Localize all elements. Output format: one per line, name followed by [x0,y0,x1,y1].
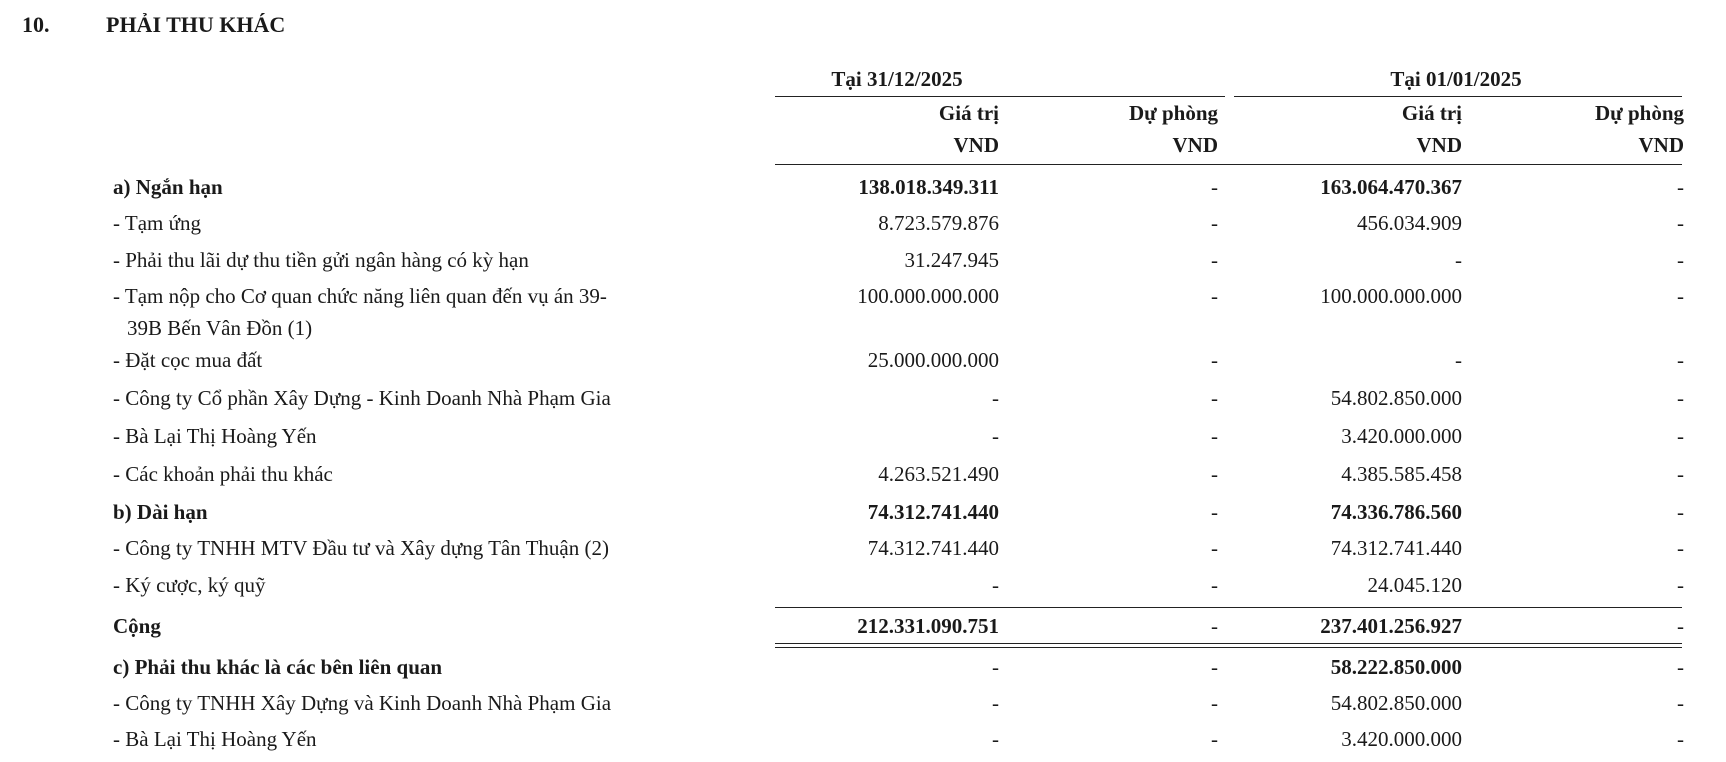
row-provision-2: - [1677,462,1684,486]
row-label: b) Dài hạn [113,500,208,524]
total-double-rule-top [775,643,1682,644]
row-label: - Các khoản phải thu khác [113,462,333,486]
row-provision-1: - [1211,248,1218,272]
row-value-1: 74.312.741.440 [867,500,999,524]
row-provision-1: - [1211,536,1218,560]
row-provision-1: - [1211,211,1218,235]
unit-value-1: VND [953,133,999,157]
row-value-2: - [1455,348,1462,372]
col-value-header-1: Giá trị [938,101,999,125]
period-header-1: Tại 31/12/2025 [831,67,963,91]
row-label: - Tạm nộp cho Cơ quan chức năng liên quan đến vụ án 39- [113,284,607,308]
row-label-continued: 39B Bến Vân Đồn (1) [127,316,313,340]
row-provision-2: - [1677,248,1684,272]
row-value-2: 54.802.850.000 [1330,691,1462,715]
section-number: 10. [22,12,50,37]
row-provision-2: - [1677,424,1684,448]
row-provision-2: - [1677,691,1684,715]
total-top-rule [775,607,1682,608]
row-value-1: - [992,386,999,410]
row-value-2: - [1455,248,1462,272]
row-value-1: 212.331.090.751 [857,614,999,638]
row-value-2: 58.222.850.000 [1330,655,1462,679]
col-provision-header-2: Dự phòng [1594,101,1684,125]
row-provision-1: - [1211,691,1218,715]
row-label: - Đặt cọc mua đất [113,348,263,372]
col-value-header-2: Giá trị [1401,101,1462,125]
row-provision-1: - [1211,424,1218,448]
row-provision-1: - [1211,500,1218,524]
row-provision-2: - [1677,727,1684,751]
unit-provision-1: VND [1172,133,1218,157]
row-provision-2: - [1677,614,1684,638]
row-label: a) Ngắn hạn [113,175,223,199]
row-value-1: 138.018.349.311 [858,175,999,199]
row-provision-1: - [1211,348,1218,372]
row-label: - Công ty TNHH Xây Dựng và Kinh Doanh Nhà Phạm Gia [113,691,612,715]
header-bottom-rule [775,164,1682,165]
row-value-2: 456.034.909 [1357,211,1462,235]
row-value-1: 100.000.000.000 [857,284,999,308]
row-label: - Ký cược, ký quỹ [113,573,266,597]
row-value-2: 237.401.256.927 [1320,614,1462,638]
row-provision-1: - [1211,727,1218,751]
row-provision-2: - [1677,284,1684,308]
row-provision-1: - [1211,386,1218,410]
row-provision-1: - [1211,175,1218,199]
row-provision-1: - [1211,573,1218,597]
row-provision-2: - [1677,500,1684,524]
row-label: - Công ty TNHH MTV Đầu tư và Xây dựng Tân Thuận (2) [113,536,609,560]
period-1-underline [775,96,1225,97]
period-header-2: Tại 01/01/2025 [1390,67,1522,91]
row-value-2: 54.802.850.000 [1330,386,1462,410]
row-provision-2: - [1677,175,1684,199]
row-value-1: - [992,727,999,751]
row-label: Cộng [113,614,161,638]
row-provision-2: - [1677,348,1684,372]
row-label: - Công ty Cổ phần Xây Dựng - Kinh Doanh Nhà Phạm Gia [113,386,611,410]
col-provision-header-1: Dự phòng [1128,101,1218,125]
row-value-1: 74.312.741.440 [867,536,999,560]
row-value-1: - [992,573,999,597]
row-value-2: 4.385.585.458 [1341,462,1462,486]
row-provision-1: - [1211,655,1218,679]
row-value-1: 4.263.521.490 [878,462,999,486]
total-double-rule-bottom [775,647,1682,648]
row-value-2: 3.420.000.000 [1341,727,1462,751]
row-provision-2: - [1677,211,1684,235]
row-value-2: 100.000.000.000 [1320,284,1462,308]
row-provision-2: - [1677,386,1684,410]
row-value-2: 74.312.741.440 [1330,536,1462,560]
row-value-2: 74.336.786.560 [1330,500,1462,524]
unit-value-2: VND [1416,133,1462,157]
row-label: - Tạm ứng [113,211,201,235]
row-label: - Bà Lại Thị Hoàng Yến [113,424,317,448]
period-2-underline [1234,96,1682,97]
row-value-2: 24.045.120 [1367,573,1462,597]
row-label: c) Phải thu khác là các bên liên quan [113,655,443,679]
row-provision-2: - [1677,536,1684,560]
row-value-1: - [992,691,999,715]
unit-provision-2: VND [1638,133,1684,157]
section-title: PHẢI THU KHÁC [106,12,286,37]
row-value-1: 31.247.945 [904,248,999,272]
row-value-1: 8.723.579.876 [878,211,999,235]
row-provision-1: - [1211,614,1218,638]
row-label: - Bà Lại Thị Hoàng Yến [113,727,317,751]
row-label: - Phải thu lãi dự thu tiền gửi ngân hàng có kỳ hạn [113,248,529,272]
row-provision-1: - [1211,284,1218,308]
row-value-1: - [992,655,999,679]
row-value-2: 163.064.470.367 [1320,175,1462,199]
row-provision-1: - [1211,462,1218,486]
row-provision-2: - [1677,655,1684,679]
row-provision-2: - [1677,573,1684,597]
row-value-1: - [992,424,999,448]
row-value-2: 3.420.000.000 [1341,424,1462,448]
row-value-1: 25.000.000.000 [867,348,999,372]
